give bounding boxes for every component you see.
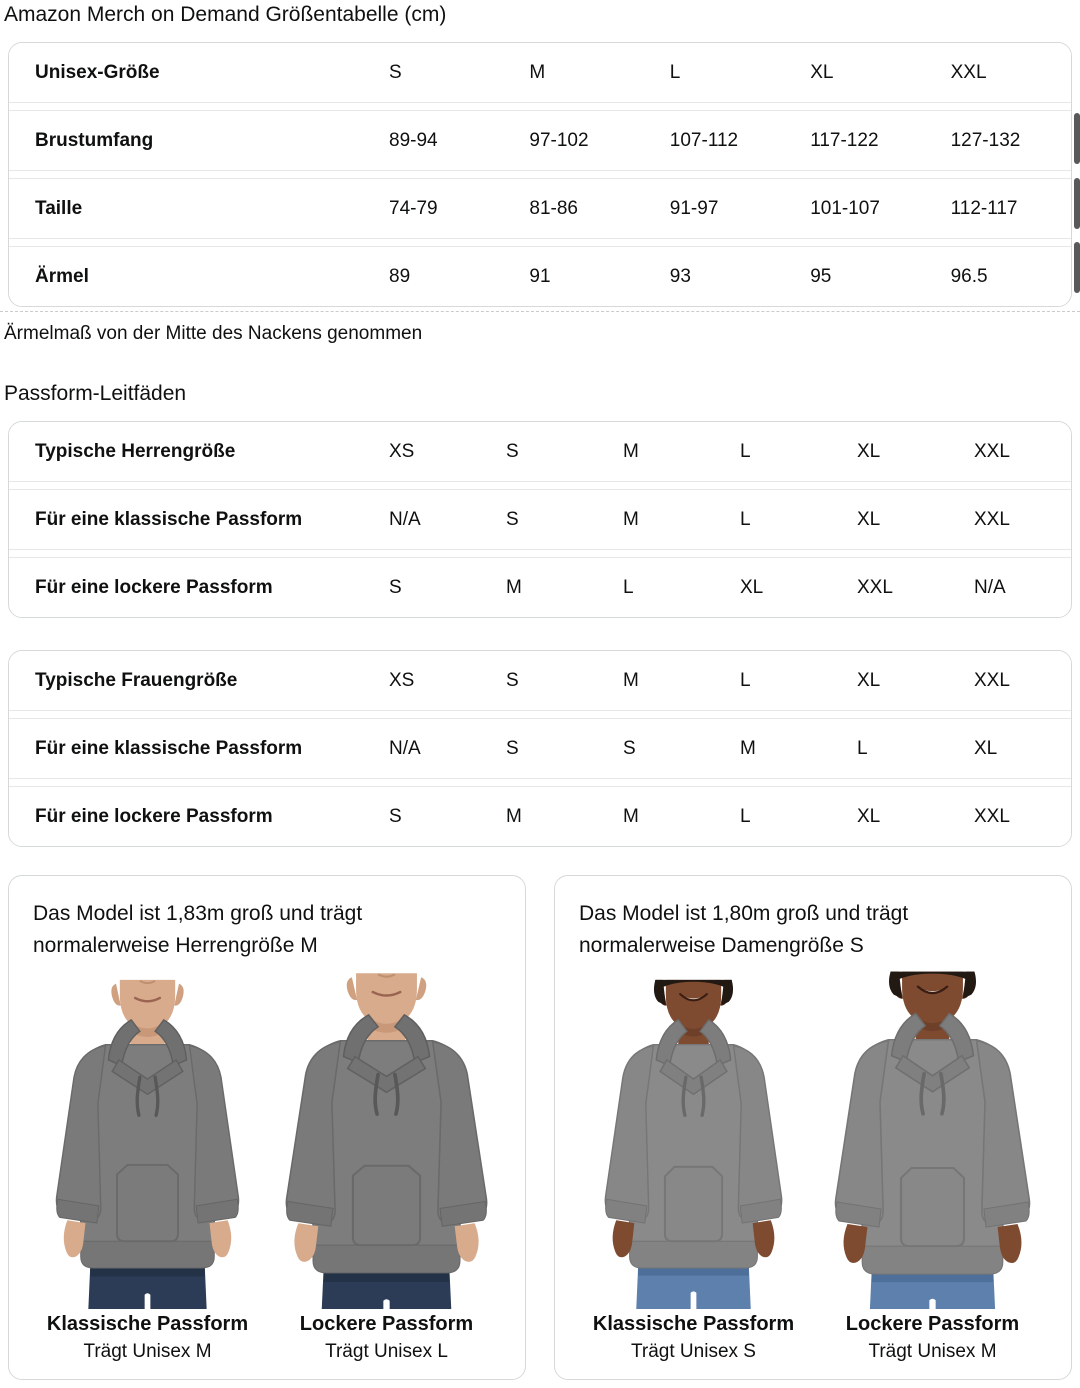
size-value: S	[506, 440, 519, 462]
size-value: 89	[389, 265, 411, 287]
size-value: L	[740, 669, 751, 691]
size-value: XXL	[974, 440, 1010, 462]
row-label: Taille	[35, 197, 83, 219]
size-value: S	[506, 737, 519, 759]
size-value: L	[740, 508, 751, 530]
size-value: XS	[389, 669, 415, 691]
row-scrollbar-thumb[interactable]	[1074, 242, 1080, 293]
model-figures	[33, 969, 501, 1363]
size-value: M	[623, 805, 639, 827]
size-value: 95	[810, 265, 832, 287]
size-value: 101-107	[810, 197, 880, 219]
size-value: 112-117	[950, 197, 1018, 219]
size-value: L	[857, 737, 868, 759]
size-label: Trägt Unisex M	[868, 1341, 997, 1362]
size-label: Trägt Unisex S	[631, 1341, 756, 1362]
row-label: Für eine klassische Passform	[35, 737, 303, 759]
fit-label: Klassische Passform	[592, 1313, 795, 1335]
row-label: Typische Frauengröße	[35, 669, 238, 691]
size-value: S	[506, 669, 519, 691]
table-row	[9, 43, 1071, 103]
model-card-men	[8, 875, 526, 1380]
model-figure-loose	[272, 969, 501, 1363]
hoodie-illustration-female-loose	[818, 969, 1047, 1309]
page-title: Amazon Merch on Demand Größentabelle (cm)	[4, 3, 447, 26]
hoodie-illustration-female-classic	[579, 969, 808, 1309]
size-value: L	[669, 61, 681, 83]
size-value: 117-122	[810, 129, 879, 151]
size-value: 93	[669, 265, 691, 287]
size-value: XL	[810, 61, 834, 83]
table-row	[9, 422, 1071, 482]
size-value: XXL	[950, 61, 987, 83]
size-value: 74-79	[389, 197, 438, 219]
size-label: Trägt Unisex M	[83, 1341, 212, 1362]
fit-guides-title: Passform-Leitfäden	[4, 382, 187, 405]
size-table	[8, 42, 1072, 307]
size-value: M	[506, 576, 522, 598]
table-row	[9, 786, 1071, 846]
model-figures	[579, 969, 1047, 1363]
size-value: 127-132	[950, 129, 1021, 151]
size-value: XL	[740, 576, 764, 598]
size-value: XXL	[857, 576, 893, 598]
size-value: 89-94	[389, 129, 438, 151]
sleeve-measure-note: Ärmelmaß von der Mitte des Nackens genommen	[4, 323, 423, 344]
size-value: L	[740, 805, 751, 827]
size-value: N/A	[389, 737, 421, 759]
size-label: Trägt Unisex L	[325, 1341, 448, 1362]
size-value: N/A	[389, 508, 421, 530]
size-value: XL	[857, 508, 881, 530]
size-value: M	[529, 61, 546, 83]
hoodie-illustration-male-classic	[33, 969, 262, 1309]
row-label: Typische Herrengröße	[35, 440, 236, 462]
row-label: Brustumfang	[35, 129, 154, 151]
size-value: XL	[974, 737, 998, 759]
table-row	[9, 178, 1071, 239]
hoodie-illustration-male-loose	[272, 969, 501, 1309]
model-description: Das Model ist 1,83m groß und trägt normalerweise Herrengröße M	[33, 902, 363, 957]
size-value: M	[623, 508, 639, 530]
size-value: XL	[857, 805, 881, 827]
row-scrollbar-thumb[interactable]	[1074, 178, 1080, 229]
size-value: 97-102	[529, 129, 589, 151]
table-row	[9, 651, 1071, 711]
size-value: M	[623, 440, 639, 462]
size-value: XXL	[974, 805, 1010, 827]
men-fit-table	[8, 421, 1072, 618]
size-value: S	[389, 576, 402, 598]
model-description: Das Model ist 1,80m groß und trägt normalerweise Damengröße S	[579, 902, 909, 957]
size-value: XXL	[974, 508, 1010, 530]
size-value: S	[389, 61, 402, 83]
fit-label: Klassische Passform	[46, 1313, 249, 1335]
model-figure-classic	[33, 969, 262, 1363]
fit-label: Lockere Passform	[845, 1313, 1020, 1335]
size-value: S	[389, 805, 402, 827]
row-label: Für eine lockere Passform	[35, 805, 273, 827]
row-scrollbar-thumb[interactable]	[1074, 113, 1080, 164]
size-value: XS	[389, 440, 415, 462]
size-value: XL	[857, 669, 881, 691]
size-value: 96.5	[950, 265, 988, 287]
model-card-women	[554, 875, 1072, 1380]
size-value: M	[506, 805, 522, 827]
size-value: L	[740, 440, 751, 462]
table-row	[9, 718, 1071, 779]
row-label: Für eine klassische Passform	[35, 508, 303, 530]
table-row	[9, 489, 1071, 550]
row-label: Für eine lockere Passform	[35, 576, 273, 598]
size-value: 81-86	[529, 197, 578, 219]
size-value: 91-97	[669, 197, 719, 219]
model-cards	[8, 875, 1072, 1380]
size-value: 107-112	[669, 129, 739, 151]
size-value: S	[623, 737, 636, 759]
table-row	[9, 557, 1071, 617]
table-row	[9, 246, 1071, 306]
size-value: L	[623, 576, 634, 598]
size-value: 91	[529, 265, 551, 287]
row-label: Ärmel	[35, 265, 89, 287]
size-value: M	[740, 737, 756, 759]
fit-label: Lockere Passform	[299, 1313, 474, 1335]
size-value: XXL	[974, 669, 1010, 691]
size-value: M	[623, 669, 639, 691]
row-label: Unisex-Größe	[35, 61, 160, 83]
women-fit-table	[8, 650, 1072, 847]
size-value: N/A	[974, 576, 1006, 598]
size-value: S	[506, 508, 519, 530]
model-figure-classic	[579, 969, 808, 1363]
model-figure-loose	[818, 969, 1047, 1363]
size-value: XL	[857, 440, 881, 462]
table-row	[9, 110, 1071, 171]
